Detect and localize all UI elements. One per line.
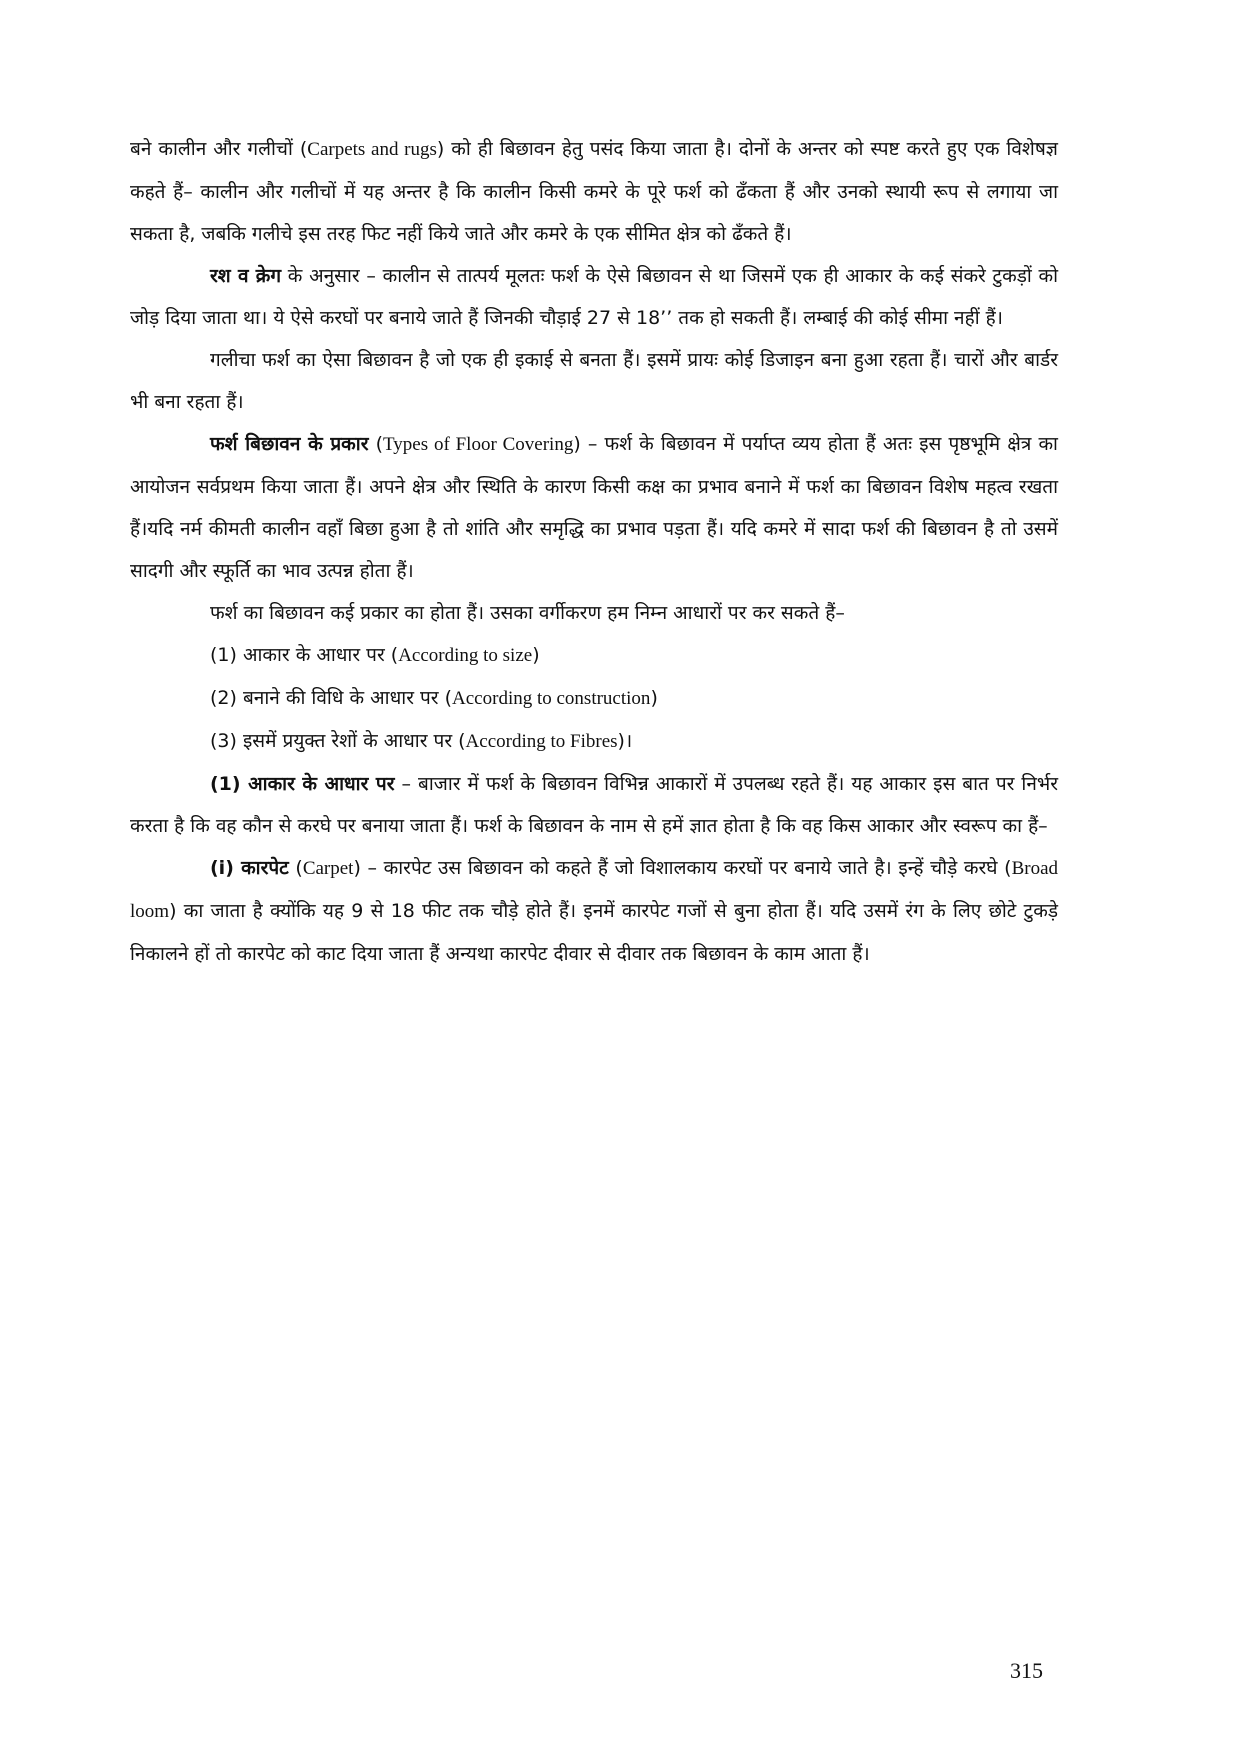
text: बने कालीन और गलीचों (: [130, 138, 308, 160]
paragraph-types-floor-covering: [130, 423, 1058, 592]
paragraph-rush-craig: [130, 255, 1058, 339]
text: गलीचा फर्श का ऐसा बिछावन है जो एक ही इकाई से बनता हैं। इसमें प्रायः कोई डिजाइन बना हुआ रहता हैं। चारों और बार्डर भी बना रहता हैं।: [130, 349, 1058, 413]
list-item: [130, 677, 1058, 720]
text: के अनुसार – कालीन से तात्पर्य मूलतः फर्श के ऐसे बिछावन से था जिसमें एक ही आकार के कई संकरे टुकड़ों को जोड़ दिया जाता था। ये ऐसे करघों पर बनाये जाते हैं जिनकी चौड़ाई 27 से 18’’ तक हो सकती हैं। लम्बाई की कोई सीमा नहीं हैं।: [130, 265, 1058, 329]
text: ): [650, 687, 658, 709]
text: (: [288, 857, 303, 879]
english-term: Carpet: [302, 858, 354, 879]
paragraph-galicha: [130, 339, 1058, 423]
english-term: Broad loom: [130, 858, 1058, 922]
paragraph-carpet: [130, 847, 1058, 975]
document-page: [130, 128, 1058, 975]
paragraph-carpets-rugs: [130, 128, 1058, 255]
text: (1) आकार के आधार पर (: [210, 644, 399, 666]
text: ) – कारपेट उस बिछावन को कहते हैं जो विशालकाय करघों पर बनाये जाते है। इन्हें चौड़े करघे (: [353, 857, 1012, 879]
english-term: Carpets and rugs: [307, 139, 437, 160]
text: )।: [617, 730, 633, 752]
paragraph-by-size: [130, 763, 1058, 847]
english-term: According to construction: [452, 688, 651, 709]
text: (2) बनाने की विधि के आधार पर (: [210, 687, 453, 709]
text: ) – फर्श के बिछावन में पर्याप्त व्यय होता हैं अतः इस पृष्ठभूमि क्षेत्र का आयोजन सर्वप्रथम किया जाता हैं। अपने क्षेत्र और स्थिति के कारण किसी कक्ष का प्रभाव बनाने में फर्श का बिछावन विशेष महत्व रखता हैं।यदि नर्म कीमती कालीन वहाँ बिछा हुआ है तो शांति और समृद्धि का प्रभाव पड़ता हैं। यदि कमरे में सादा फर्श की बिछावन है तो उसमें सादगी और स्फूर्ति का भाव उत्पन्न होता हैं।: [130, 433, 1058, 582]
bold-heading: (i) कारपेट: [210, 857, 289, 879]
list-item: [130, 720, 1058, 763]
text: ) का जाता है क्योंकि यह 9 से 18 फीट तक चौड़े होते हैं। इनमें कारपेट गजों से बुना होता हैं। यदि उसमें रंग के लिए छोटे टुकड़े निकालने हों तो कारपेट को काट दिया जाता हैं अन्यथा कारपेट दीवार से दीवार तक बिछावन के काम आता हैं।: [130, 900, 1058, 965]
bold-heading: फर्श बिछावन के प्रकार: [210, 433, 369, 455]
text: (3) इसमें प्रयुक्त रेशों के आधार पर (: [210, 730, 466, 752]
text: ): [532, 644, 540, 666]
text: फर्श का बिछावन कई प्रकार का होता हैं। उसका वर्गीकरण हम निम्न आधारों पर कर सकते हैं–: [210, 602, 845, 624]
paragraph-classification: [130, 592, 1058, 634]
bold-heading: (1) आकार के आधार पर: [210, 773, 395, 795]
english-term: According to Fibres: [465, 731, 618, 752]
list-item: [130, 634, 1058, 677]
page-number: 315: [1010, 1658, 1043, 1683]
text: – बाजार में फर्श के बिछावन विभिन्न आकारों में उपलब्ध रहते हैं। यह आकार इस बात पर निर्भर करता है कि वह कौन से करघे पर बनाया जाता हैं। फर्श के बिछावन के नाम से हमें ज्ञात होता है कि वह किस आकार और स्वरूप का हैं–: [130, 773, 1059, 837]
english-term: Types of Floor Covering: [383, 434, 574, 455]
text: (: [368, 433, 384, 455]
bold-heading: रश व क्रेग: [210, 265, 282, 287]
classification-list: [130, 634, 1058, 763]
text: ) को ही बिछावन हेतु पसंद किया जाता है। दोनों के अन्तर को स्पष्ट करते हुए एक विशेषज्ञ कहते हैं– कालीन और गलीचों में यह अन्तर है कि कालीन किसी कमरे के पूरे फर्श को ढँकता हैं और उनको स्थायी रूप से लगाया जा सकता है, जबकि गलीचे इस तरह फिट नहीं किये जाते और कमरे के एक सीमित क्षेत्र को ढँकते हैं।: [130, 138, 1058, 245]
english-term: According to size: [398, 645, 533, 666]
